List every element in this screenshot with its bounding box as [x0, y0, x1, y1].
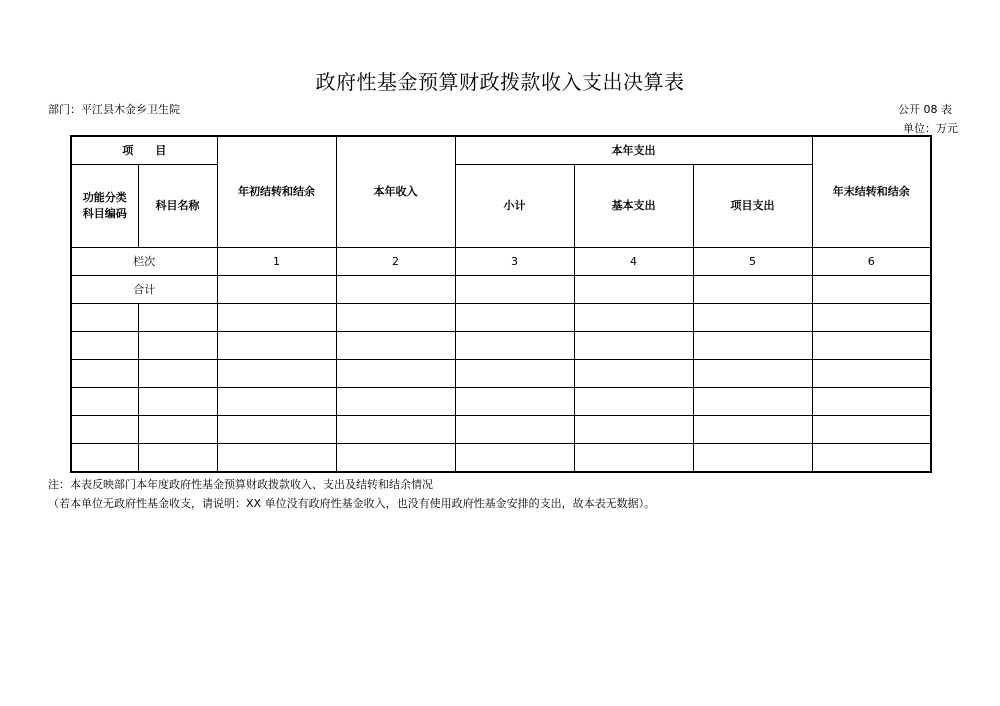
note-line-2: （若本单位无政府性基金收支，请说明：XX 单位没有政府性基金收入，也没有使用政府性基金安排的支出，故本表无数据）。: [48, 497, 656, 510]
column-index-label: 栏次: [71, 248, 217, 276]
header-begin-balance: 年初结转和结余: [217, 136, 336, 248]
table-cell: [71, 360, 138, 388]
table-cell: [693, 276, 812, 304]
table-cell: [138, 304, 217, 332]
table-cell: [138, 360, 217, 388]
table-cell: [217, 444, 336, 473]
table-cell: [217, 388, 336, 416]
table-cell: [812, 416, 931, 444]
table-cell: [574, 416, 693, 444]
table-row: [71, 444, 931, 473]
table-cell: [71, 304, 138, 332]
table-cell: [455, 416, 574, 444]
budget-table: [70, 135, 932, 473]
table-row: [71, 416, 931, 444]
table-cell: [217, 360, 336, 388]
column-index-row: [71, 248, 931, 276]
table-cell: [71, 388, 138, 416]
table-row: [71, 304, 931, 332]
table-cell: [217, 332, 336, 360]
report-title: 政府性基金预算财政拨款收入支出决算表: [315, 70, 685, 94]
table-cell: [71, 332, 138, 360]
column-index-4: 4: [574, 248, 693, 276]
table-cell: [574, 276, 693, 304]
table-cell: [455, 304, 574, 332]
table-cell: [693, 388, 812, 416]
table-cell: [336, 444, 455, 473]
header-subtotal: 小计: [455, 165, 574, 248]
table-cell: [812, 276, 931, 304]
header-end-balance: 年末结转和结余: [812, 136, 931, 248]
table-cell: [71, 416, 138, 444]
department-label: 部门：平江县木金乡卫生院: [48, 103, 180, 116]
table-cell: [693, 332, 812, 360]
table-cell: [812, 304, 931, 332]
table-cell: [812, 444, 931, 473]
table-cell: [336, 276, 455, 304]
table-cell: [217, 304, 336, 332]
table-cell: [574, 360, 693, 388]
table-cell: [455, 388, 574, 416]
table-cell: [71, 444, 138, 473]
column-index-2: 2: [336, 248, 455, 276]
table-cell: [138, 388, 217, 416]
unit-label: 单位：万元: [903, 122, 958, 135]
header-project-expense: 项目支出: [693, 165, 812, 248]
table-cell: [574, 388, 693, 416]
table-cell: [336, 416, 455, 444]
table-cell: [693, 360, 812, 388]
table-cell: [574, 332, 693, 360]
form-number-label: 公开 08 表: [898, 103, 952, 116]
table-cell: [455, 360, 574, 388]
table-cell: [693, 304, 812, 332]
column-index-3: 3: [455, 248, 574, 276]
table-cell: [812, 388, 931, 416]
table-cell: [336, 304, 455, 332]
header-income: 本年收入: [336, 136, 455, 248]
table-row: [71, 388, 931, 416]
table-cell: [138, 444, 217, 473]
table-cell: [812, 332, 931, 360]
total-row: [71, 276, 931, 304]
table-row: [71, 332, 931, 360]
table-cell: [138, 332, 217, 360]
column-index-1: 1: [217, 248, 336, 276]
table-cell: [336, 388, 455, 416]
header-item: 项 目: [71, 136, 217, 165]
table-cell: [138, 416, 217, 444]
column-index-5: 5: [693, 248, 812, 276]
header-basic-expense: 基本支出: [574, 165, 693, 248]
header-expense-group: 本年支出: [455, 136, 812, 165]
table-cell: [693, 444, 812, 473]
table-cell: [693, 416, 812, 444]
table-cell: [574, 304, 693, 332]
total-label: 合计: [71, 276, 217, 304]
header-func-code: 功能分类 科目编码: [71, 165, 138, 248]
table-row: [71, 360, 931, 388]
note-line-1: 注：本表反映部门本年度政府性基金预算财政拨款收入、支出及结转和结余情况: [48, 478, 433, 491]
table-cell: [574, 444, 693, 473]
table-cell: [455, 276, 574, 304]
table-cell: [336, 332, 455, 360]
header-subject-name: 科目名称: [138, 165, 217, 248]
column-index-6: 6: [812, 248, 931, 276]
table-cell: [217, 276, 336, 304]
table-cell: [455, 444, 574, 473]
table-cell: [455, 332, 574, 360]
empty-rows-body: [71, 304, 931, 473]
table-cell: [812, 360, 931, 388]
table-cell: [217, 416, 336, 444]
table-cell: [336, 360, 455, 388]
